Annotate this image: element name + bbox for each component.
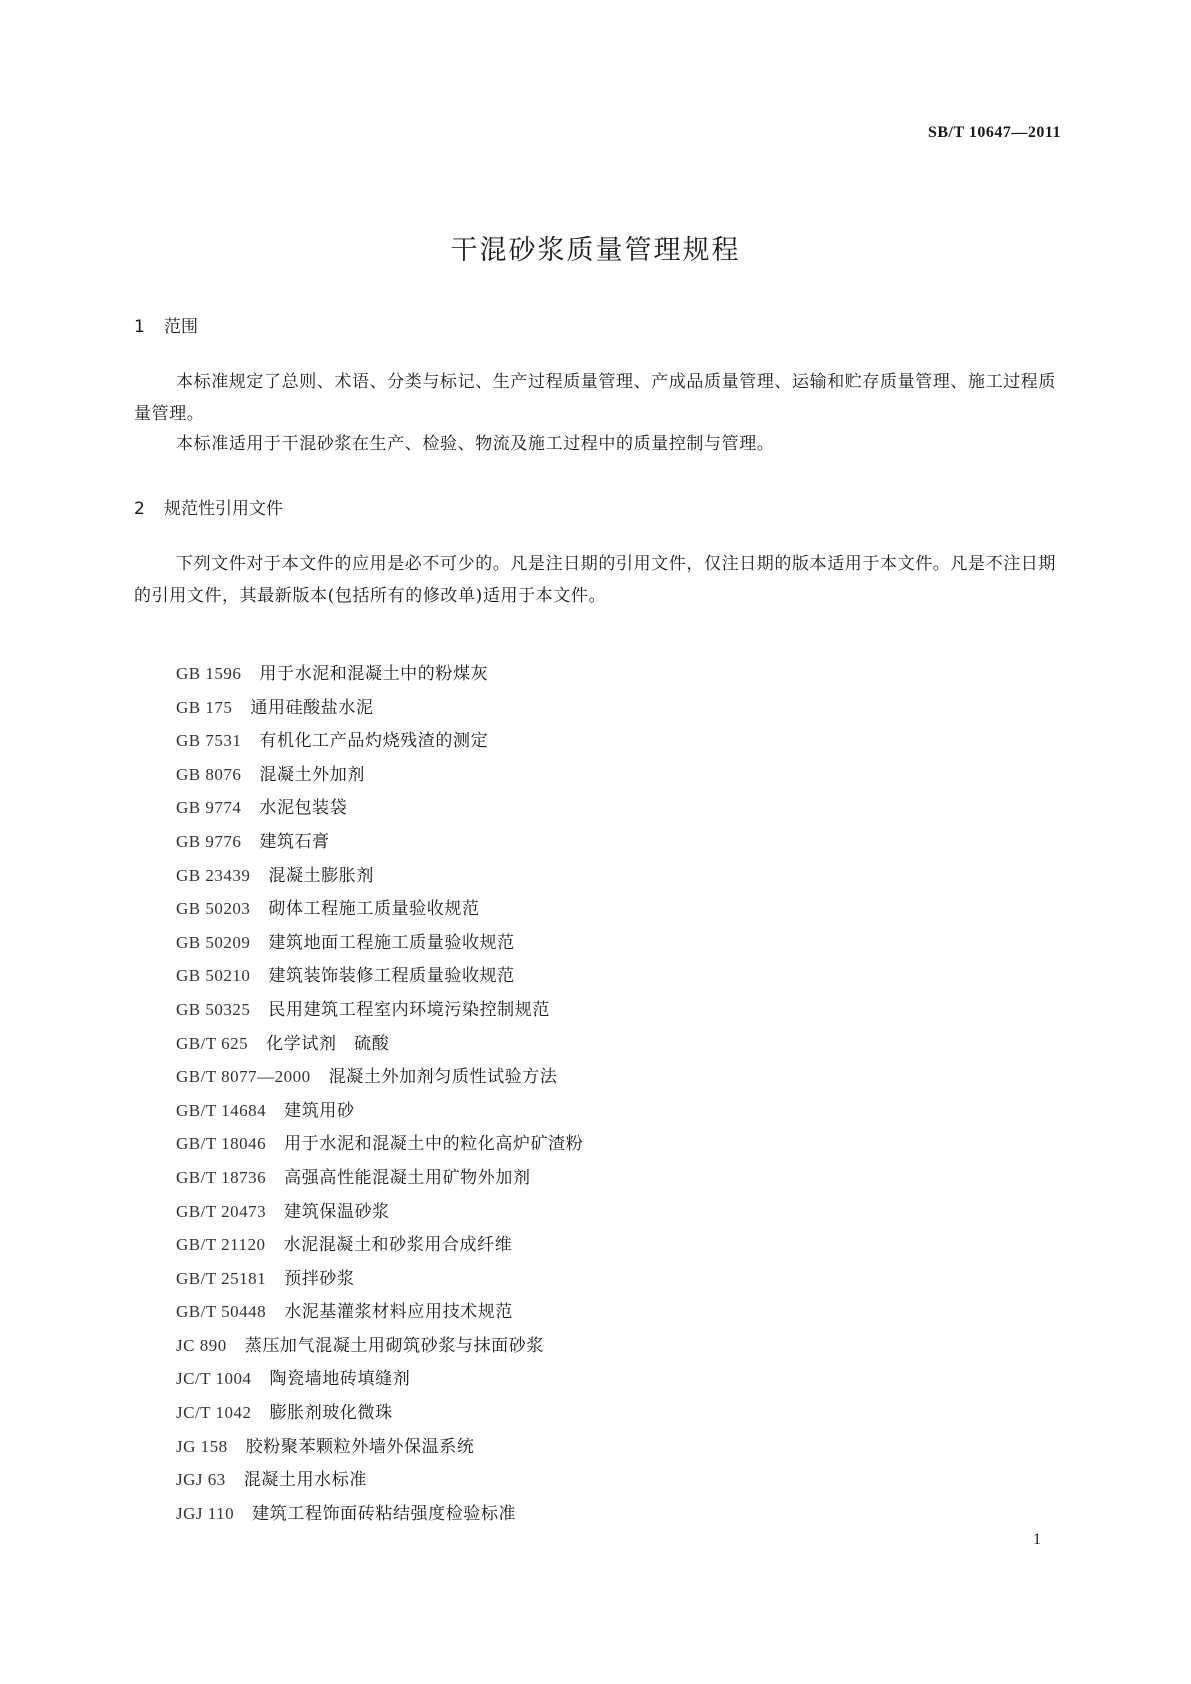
reference-code: JC 890 xyxy=(176,1335,227,1355)
section-1-number: 1 xyxy=(134,317,145,337)
reference-code: GB 50203 xyxy=(176,899,251,919)
reference-name: 水泥包装袋 xyxy=(259,798,348,819)
reference-item xyxy=(176,825,583,859)
section-1-heading xyxy=(134,312,198,337)
reference-item xyxy=(176,1262,583,1296)
reference-name: 混凝土外加剂匀质性试验方法 xyxy=(328,1067,558,1088)
section-2-title: 规范性引用文件 xyxy=(164,499,283,519)
section-2-heading xyxy=(134,494,283,519)
reference-name: 胶粉聚苯颗粒外墙外保温系统 xyxy=(245,1436,475,1457)
reference-name: 预拌砂浆 xyxy=(284,1268,355,1289)
reference-name: 混凝土外加剂 xyxy=(259,764,365,785)
reference-item xyxy=(176,724,583,758)
reference-item xyxy=(176,1430,583,1464)
reference-name: 化学试剂 硫酸 xyxy=(266,1033,390,1054)
reference-code: GB/T 18736 xyxy=(176,1167,267,1187)
reference-item xyxy=(176,1127,583,1161)
reference-name: 建筑保温砂浆 xyxy=(284,1201,390,1222)
reference-code: GB 23439 xyxy=(176,865,251,885)
reference-code: GB 175 xyxy=(176,697,233,717)
reference-code: GB 7531 xyxy=(176,731,242,751)
reference-name: 通用硅酸盐水泥 xyxy=(250,697,374,718)
reference-item xyxy=(176,791,583,825)
reference-item xyxy=(176,1463,583,1497)
reference-code: GB/T 14684 xyxy=(176,1100,267,1120)
reference-code: GB/T 20473 xyxy=(176,1201,267,1221)
reference-item xyxy=(176,1228,583,1262)
reference-name: 高强高性能混凝土用矿物外加剂 xyxy=(284,1167,531,1188)
reference-name: 建筑地面工程施工质量验收规范 xyxy=(268,932,515,953)
reference-item xyxy=(176,993,583,1027)
reference-name: 建筑用砂 xyxy=(284,1100,355,1121)
reference-item xyxy=(176,926,583,960)
reference-code: GB 9776 xyxy=(176,831,242,851)
reference-code: GB/T 50448 xyxy=(176,1302,267,1322)
reference-code: GB 9774 xyxy=(176,798,242,818)
reference-item xyxy=(176,758,583,792)
reference-name: 用于水泥和混凝土中的粉煤灰 xyxy=(259,664,489,684)
reference-item xyxy=(176,1060,583,1094)
reference-name: 建筑石膏 xyxy=(259,831,330,852)
reference-item xyxy=(176,892,583,926)
reference-item xyxy=(176,691,583,725)
reference-name: 混凝土用水标准 xyxy=(243,1470,367,1491)
reference-name: 有机化工产品灼烧残渣的测定 xyxy=(259,731,489,752)
reference-code: GB 50209 xyxy=(176,932,251,952)
reference-item xyxy=(176,1195,583,1229)
reference-code: JGJ 63 xyxy=(176,1470,226,1490)
reference-list xyxy=(176,657,583,1530)
reference-code: GB/T 18046 xyxy=(176,1134,267,1154)
reference-item xyxy=(176,1094,583,1128)
reference-code: GB/T 625 xyxy=(176,1033,249,1053)
section-1-title: 范围 xyxy=(164,317,198,337)
reference-code: JC/T 1004 xyxy=(176,1369,252,1389)
reference-code: GB 50210 xyxy=(176,966,251,986)
page-number: 1 xyxy=(1033,1531,1041,1548)
reference-item xyxy=(176,1396,583,1430)
reference-name: 建筑工程饰面砖粘结强度检验标准 xyxy=(252,1503,517,1524)
document-title: 干混砂浆质量管理规程 xyxy=(450,235,741,266)
reference-name: 民用建筑工程室内环境污染控制规范 xyxy=(268,999,550,1020)
reference-item xyxy=(176,1161,583,1195)
reference-code: JG 158 xyxy=(176,1436,228,1456)
reference-item xyxy=(176,959,583,993)
reference-code: GB/T 21120 xyxy=(176,1235,266,1255)
reference-code: JGJ 110 xyxy=(176,1503,235,1523)
reference-item xyxy=(176,1497,583,1531)
reference-item xyxy=(176,1295,583,1329)
reference-name: 用于水泥和混凝土中的粒化高炉矿渣粉 xyxy=(284,1134,584,1155)
reference-name: 水泥基灌浆材料应用技术规范 xyxy=(284,1302,513,1323)
reference-code: GB/T 8077—2000 xyxy=(176,1067,311,1087)
reference-name: 混凝土膨胀剂 xyxy=(268,865,374,886)
reference-name: 建筑装饰装修工程质量验收规范 xyxy=(268,966,515,987)
reference-code: GB 8076 xyxy=(176,764,242,784)
reference-name: 陶瓷墙地砖填缝剂 xyxy=(269,1369,411,1390)
reference-name: 蒸压加气混凝土用砌筑砂浆与抹面砂浆 xyxy=(244,1335,544,1356)
reference-item xyxy=(176,1329,583,1363)
reference-code: GB 1596 xyxy=(176,664,242,683)
reference-item xyxy=(176,1362,583,1396)
reference-name: 砌体工程施工质量验收规范 xyxy=(268,899,480,920)
section-2-intro: 下列文件对于本文件的应用是必不可少的。凡是注日期的引用文件，仅注日期的版本适用于本文件。凡是不注日期的引用文件，其最新版本(包括所有的修改单)适用于本文件。 xyxy=(134,554,1056,606)
section-2-number: 2 xyxy=(134,499,145,519)
section-1-paragraph-1: 本标准规定了总则、术语、分类与标记、生产过程质量管理、产成品质量管理、运输和贮存质量管理、施工过程质量管理。 xyxy=(134,372,1056,424)
reference-item xyxy=(176,657,583,691)
reference-code: GB/T 25181 xyxy=(176,1268,267,1288)
reference-name: 水泥混凝土和砂浆用合成纤维 xyxy=(283,1235,513,1256)
reference-code: JC/T 1042 xyxy=(176,1403,252,1423)
reference-code: GB 50325 xyxy=(176,999,251,1019)
reference-item xyxy=(176,859,583,893)
section-1-paragraph-2: 本标准适用于干混砂浆在生产、检验、物流及施工过程中的质量控制与管理。 xyxy=(176,434,775,454)
reference-item xyxy=(176,1027,583,1061)
reference-name: 膨胀剂玻化微珠 xyxy=(269,1403,393,1424)
standard-code: SB/T 10647—2011 xyxy=(927,124,1061,141)
